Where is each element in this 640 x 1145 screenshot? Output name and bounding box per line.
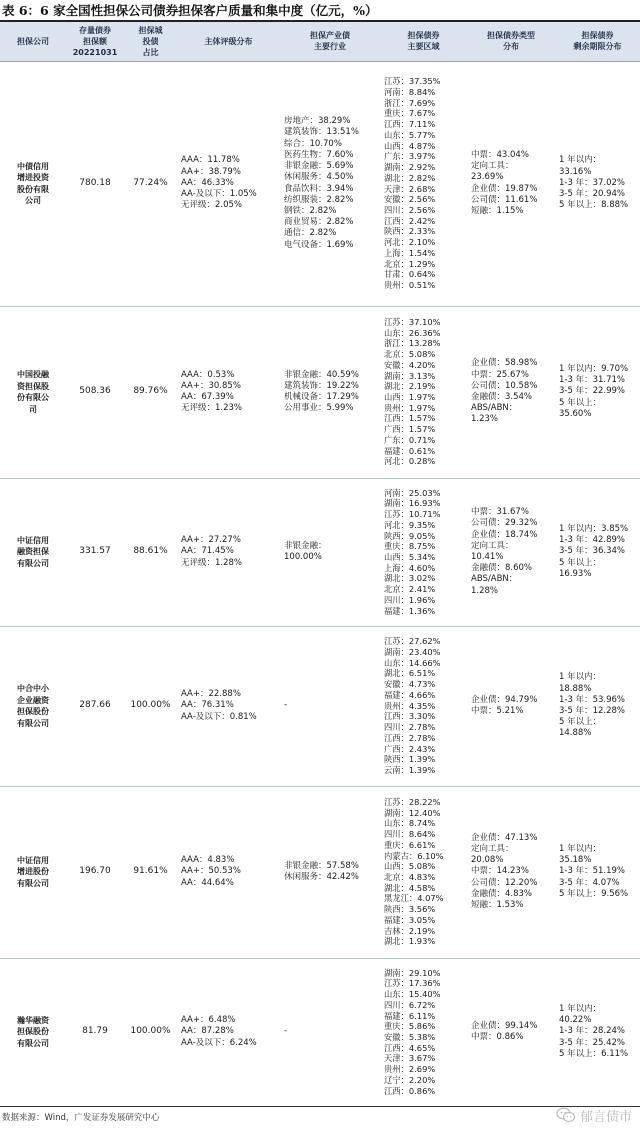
region-item: 湖南：3.13% (384, 370, 436, 381)
region-item: 山东：5.77% (384, 129, 436, 140)
bond-type-item: 公司债：29.32% (471, 518, 538, 529)
region-item: 重庆：5.86% (384, 1021, 436, 1032)
urban-investment-ratio: 91.61% (124, 786, 177, 958)
company-name-line: 担保股份 (17, 707, 49, 716)
bond-type-item: 公司债：12.20% (471, 877, 538, 888)
bond-type-distribution (467, 958, 555, 1106)
term-item: 5 年以上： (559, 557, 602, 568)
table-row (0, 306, 640, 478)
bond-type-item: 中票：43.04% (471, 149, 529, 160)
region-item: 北京：4.83% (384, 872, 436, 882)
region-item: 陕西：3.56% (384, 904, 436, 915)
urban-investment-ratio: 77.24% (124, 61, 177, 306)
term-item: 1 年以内：9.70% (559, 363, 629, 374)
region-item: 广西：2.43% (384, 743, 436, 754)
bond-type-item: 企业债：99.14% (471, 1020, 538, 1031)
guarantee-amount: 287.66 (66, 626, 124, 786)
rating-distribution (177, 786, 280, 958)
region-item: 陕西：2.33% (384, 226, 436, 237)
bond-type-item: 公司债：11.61% (471, 194, 538, 205)
industry-item: 钢铁：2.82% (284, 205, 337, 216)
term-item: 1-3 年：42.89% (559, 535, 625, 546)
industry-distribution (280, 478, 380, 626)
guarantee-quality-table (0, 20, 640, 1107)
company-name-line: 中证信用 (17, 535, 49, 545)
table-row (0, 786, 640, 958)
industry-distribution (280, 306, 380, 478)
term-item: 35.18% (559, 855, 592, 866)
region-item: 陕西：9.05% (384, 530, 436, 541)
company-name (0, 786, 66, 958)
header-row (0, 21, 640, 61)
region-item: 安徽：4.20% (384, 359, 436, 370)
industry-item: 非银金融：57.58% (284, 860, 359, 871)
bond-type-distribution (467, 786, 555, 958)
region-item: 山东：26.36% (384, 327, 441, 338)
term-item: 1 年以内： (559, 672, 602, 683)
company-name-line: 份有限公 (17, 393, 49, 402)
industry-item: 食品饮料：3.94% (284, 183, 354, 194)
rating-item: AAA：11.78% (181, 155, 240, 166)
term-item: 3-5 年：36.34% (559, 546, 625, 557)
bond-type-item: 企业债：19.87% (471, 183, 538, 194)
region-item: 四川：2.78% (384, 722, 436, 733)
term-item: 33.16% (559, 166, 592, 177)
bond-type-item: ABS/ABN： (471, 574, 518, 585)
region-item: 吉林：2.19% (384, 925, 436, 936)
company-name-line: 资担保股 (17, 381, 49, 391)
bond-type-item: 1.23% (471, 414, 499, 425)
region-item: 四川：6.72% (384, 999, 436, 1010)
industry-item: 公用事业：5.99% (284, 403, 354, 414)
bond-type-item: 中票：0.86% (471, 1032, 524, 1042)
bond-type-item: 企业债：47.13% (471, 832, 538, 843)
term-item: 5 年以上：9.56% (559, 888, 629, 899)
bond-type-distribution (467, 478, 555, 626)
remaining-term-distribution (555, 626, 640, 786)
rating-distribution (177, 626, 280, 786)
region-item: 天津：2.68% (384, 183, 436, 194)
industry-item: 非银金融：40.59% (284, 369, 359, 380)
industry-item: 非银金融：5.69% (284, 161, 354, 172)
industry-item: 商业贸易：2.82% (284, 217, 354, 228)
bond-type-item: 定向工具： (471, 161, 514, 172)
remaining-term-distribution (555, 61, 640, 306)
company-name-line: 中国投融 (17, 370, 49, 379)
urban-investment-ratio: 88.61% (124, 478, 177, 626)
remaining-term-distribution (555, 478, 640, 626)
header-company: 担保公司 (0, 21, 66, 61)
table-row (0, 626, 640, 786)
rating-item: AA：76.31% (181, 700, 234, 711)
company-name-line: 中合中小 (17, 684, 49, 693)
bond-type-item: 1.28% (471, 585, 499, 596)
header-terms: 担保债券 剩余期限分布 (555, 21, 640, 61)
term-item: 1 年以内： (559, 843, 602, 854)
company-name-line: 股份有限 (17, 184, 49, 194)
region-item: 安徽：2.56% (384, 194, 436, 205)
bond-type-item: 金融债：8.60% (471, 563, 533, 574)
region-item: 四川：8.64% (384, 829, 436, 840)
table-row (0, 958, 640, 1106)
company-name-line: 融资担保 (17, 547, 49, 557)
wechat-icon (556, 1107, 576, 1123)
table-row (0, 478, 640, 626)
rating-distribution (177, 958, 280, 1106)
region-item: 北京：5.08% (384, 349, 436, 360)
industry-distribution (280, 958, 380, 1106)
industry-item: 纺织服装：2.82% (284, 194, 354, 205)
term-item: 3-5 年：20.94% (559, 189, 625, 200)
term-item: 5 年以上： (559, 397, 602, 408)
term-item: 1 年以内： (559, 1003, 602, 1014)
industry-item: 建筑装饰：19.22% (284, 380, 359, 391)
term-item: 1-3 年：31.71% (559, 375, 625, 386)
company-name (0, 478, 66, 626)
region-item: 江西：0.86% (384, 1085, 436, 1096)
bond-type-item: 定向工具： (471, 843, 514, 854)
header-ratio: 担保城 投债 占比 (124, 21, 177, 61)
term-item: 5 年以上：8.88% (559, 200, 629, 211)
rating-item: AA+：38.79% (181, 166, 241, 177)
term-item: 18.88% (559, 683, 592, 694)
industry-item: 通信：2.82% (284, 228, 337, 239)
bond-type-item: 中票：14.23% (471, 866, 529, 877)
bond-type-distribution (467, 61, 555, 306)
guarantee-amount: 196.70 (66, 786, 124, 958)
region-item: 湖北：4.58% (384, 882, 436, 893)
rating-item: AA+：50.53% (181, 866, 241, 877)
bond-type-distribution (467, 306, 555, 478)
region-item: 云南：1.39% (384, 764, 436, 775)
company-name-line: 有限公司 (17, 1038, 49, 1048)
source-note: 数据来源：Wind，广发证券发展研究中心 (2, 1113, 160, 1123)
term-item: 5 年以上：6.11% (559, 1048, 629, 1059)
rating-item: AA：67.39% (181, 392, 234, 402)
region-item: 江西：1.57% (384, 413, 436, 424)
region-item: 湖北：2.82% (384, 172, 436, 183)
company-name-line: 有限公司 (17, 878, 49, 888)
term-item: 5 年以上： (559, 717, 602, 728)
bond-type-item: 20.08% (471, 855, 504, 866)
rating-item: 无评级：1.23% (181, 403, 243, 414)
bond-type-item: 公司债：10.58% (471, 380, 538, 391)
guarantee-amount: 780.18 (66, 61, 124, 306)
region-item: 河北：2.10% (384, 237, 436, 248)
rating-item: AA-及以下：6.24% (181, 1037, 257, 1048)
rating-item: AA：46.33% (181, 177, 234, 188)
region-item: 四川：2.56% (384, 204, 436, 215)
term-item: 35.60% (559, 408, 592, 419)
term-item: 1-3 年：51.19% (559, 866, 625, 877)
industry-item: 机械设备：17.29% (284, 392, 359, 402)
remaining-term-distribution (555, 786, 640, 958)
company-name-line: 中证信用 (17, 855, 49, 865)
urban-investment-ratio: 89.76% (124, 306, 177, 478)
region-item: 山西：4.87% (384, 140, 436, 151)
region-item: 河南：8.84% (384, 87, 436, 98)
industry-item: 非银金融： (284, 540, 327, 551)
region-distribution (380, 306, 467, 478)
guarantee-amount: 508.36 (66, 306, 124, 478)
rating-item: AA-及以下：0.81% (181, 711, 257, 722)
industry-item: 电气设备：1.69% (284, 239, 354, 250)
bond-type-distribution (467, 626, 555, 786)
company-name (0, 61, 66, 306)
bond-type-item: ABS/ABN： (471, 403, 518, 414)
region-item: 贵州：2.69% (384, 1064, 436, 1075)
region-item: 安徽：5.38% (384, 1032, 436, 1042)
region-item: 山东：15.40% (384, 989, 441, 1000)
company-name (0, 958, 66, 1106)
company-name-line: 增进投资 (17, 173, 49, 182)
region-item: 重庆：6.61% (384, 839, 436, 850)
region-item: 重庆：8.75% (384, 541, 436, 552)
region-item: 广东：0.71% (384, 434, 436, 445)
term-item: 3-5 年：12.28% (559, 706, 625, 716)
region-item: 上海：4.60% (384, 562, 436, 573)
bond-type-item: 企业债：94.79% (471, 694, 538, 705)
remaining-term-distribution (555, 958, 640, 1106)
region-item: 北京：2.41% (384, 584, 436, 595)
rating-item: AA：87.28% (181, 1026, 234, 1037)
region-item: 贵州：1.97% (384, 402, 436, 413)
region-item: 湖北：2.19% (384, 381, 436, 392)
company-name-line: 中债信用 (17, 161, 49, 171)
bond-type-item: 金融债：3.54% (471, 392, 533, 402)
region-item: 湖南：16.93% (384, 498, 441, 509)
region-item: 山西：5.08% (384, 861, 436, 872)
watermark (556, 1104, 632, 1126)
region-item: 内蒙古：6.10% (384, 850, 444, 861)
rating-item: AAA：4.83% (181, 855, 235, 866)
rating-item: AA+：27.27% (181, 535, 241, 546)
rating-item: AA+：22.88% (181, 689, 241, 700)
header-ratings: 主体评级分布 (177, 21, 280, 61)
region-item: 河北：0.28% (384, 456, 436, 467)
term-item: 1-3 年：53.96% (559, 694, 625, 705)
region-distribution (380, 626, 467, 786)
company-name (0, 626, 66, 786)
region-item: 江苏：10.71% (384, 509, 441, 520)
table-title: 表 6：6 家全国性担保公司债券担保客户质量和集中度（亿元，%） (2, 3, 378, 18)
rating-item: 无评级：1.28% (181, 557, 243, 568)
bond-type-item: 企业债：18.74% (471, 529, 538, 540)
bond-type-item: 定向工具： (471, 540, 514, 551)
region-item: 陕西：1.39% (384, 754, 436, 765)
rating-item: AAA：0.53% (181, 369, 235, 380)
header-types: 担保债券类型 分布 (467, 21, 555, 61)
region-item: 福建：1.36% (384, 605, 436, 616)
region-distribution (380, 958, 467, 1106)
remaining-term-distribution (555, 306, 640, 478)
region-item: 江西：2.78% (384, 732, 436, 743)
bond-type-item: 10.41% (471, 552, 504, 562)
bond-type-item: 中票：31.67% (471, 507, 529, 518)
region-item: 山西：5.34% (384, 552, 436, 562)
rating-item: 无评级：2.05% (181, 200, 243, 211)
region-item: 湖北：3.02% (384, 573, 436, 584)
region-item: 江西：2.42% (384, 215, 436, 226)
region-item: 福建：6.11% (384, 1010, 436, 1021)
region-item: 天津：3.67% (384, 1053, 436, 1064)
region-item: 北京：1.29% (384, 258, 436, 269)
table-row (0, 61, 640, 306)
industry-item: - (284, 700, 288, 711)
region-item: 重庆：7.67% (384, 108, 436, 119)
company-name (0, 306, 66, 478)
rating-distribution (177, 478, 280, 626)
company-name-line: 企业融资 (17, 695, 49, 705)
company-name-line: 担保股份 (17, 1027, 49, 1037)
rating-item: AA+：30.85% (181, 380, 241, 391)
region-item: 上海：1.54% (384, 247, 436, 258)
industry-distribution (280, 61, 380, 306)
company-name-line: 瀚华融资 (17, 1015, 49, 1025)
bond-type-item: 23.69% (471, 172, 504, 183)
term-item: 16.93% (559, 568, 592, 579)
term-item: 3-5 年：22.99% (559, 386, 625, 397)
industry-item: - (284, 1026, 288, 1037)
region-distribution (380, 478, 467, 626)
region-item: 广西：1.57% (384, 424, 436, 435)
region-item: 湖南：2.92% (384, 162, 436, 173)
bond-type-item: 中票：25.67% (471, 369, 529, 380)
industry-item: 休闲服务：42.42% (284, 872, 359, 882)
company-name-line: 有限公司 (17, 718, 49, 728)
header-amount: 存量债券 担保额 20221031 (66, 21, 124, 61)
watermark-text: 郁言债市 (579, 1109, 632, 1125)
bond-type-item: 中票：5.21% (471, 706, 524, 716)
term-item: 14.88% (559, 728, 592, 739)
region-item: 河北：9.35% (384, 519, 436, 530)
rating-item: AA：71.45% (181, 546, 234, 557)
industry-distribution (280, 626, 380, 786)
region-item: 贵州：0.51% (384, 279, 436, 290)
region-item: 辽宁：2.20% (384, 1074, 436, 1085)
rating-item: AA+：6.48% (181, 1015, 236, 1026)
region-item: 浙江：13.28% (384, 338, 441, 349)
industry-item: 综合：10.70% (284, 138, 342, 149)
region-item: 江苏：17.36% (384, 978, 441, 989)
region-item: 江西：4.65% (384, 1042, 436, 1053)
urban-investment-ratio: 100.00% (124, 626, 177, 786)
region-item: 福建：0.61% (384, 445, 436, 456)
term-item: 1 年以内：3.85% (559, 523, 629, 534)
bond-type-item: 短融：1.15% (471, 205, 524, 216)
region-item: 湖南：23.40% (384, 647, 441, 658)
term-item: 1 年以内： (559, 155, 602, 166)
region-item: 湖南：29.10% (384, 967, 441, 978)
industry-distribution (280, 786, 380, 958)
region-item: 湖北：6.51% (384, 668, 436, 679)
header-industries: 担保产业债 主要行业 (280, 21, 380, 61)
region-distribution (380, 786, 467, 958)
header-regions: 担保债券 主要区域 (380, 21, 467, 61)
region-item: 山西：1.97% (384, 392, 436, 402)
region-item: 山东：8.74% (384, 818, 436, 829)
company-name-line: 公司 (25, 196, 41, 205)
region-item: 湖南：12.40% (384, 807, 441, 818)
term-item: 3-5 年：25.42% (559, 1037, 625, 1048)
company-name-line: 司 (29, 404, 37, 414)
region-item: 江苏：37.35% (384, 76, 441, 87)
region-item: 福建：3.05% (384, 914, 436, 925)
region-item: 河南：25.03% (384, 487, 441, 498)
term-item: 1-3 年：37.02% (559, 177, 625, 188)
region-item: 江苏：27.62% (384, 636, 441, 647)
term-item: 40.22% (559, 1015, 592, 1026)
term-item: 3-5 年：4.07% (559, 877, 620, 888)
region-item: 四川：1.96% (384, 594, 436, 605)
region-item: 湖北：1.93% (384, 936, 436, 947)
region-distribution (380, 61, 467, 306)
company-name-line: 增进股份 (17, 867, 49, 877)
bond-type-item: 企业债：58.98% (471, 358, 538, 369)
region-item: 福建：4.66% (384, 689, 436, 700)
urban-investment-ratio: 100.00% (124, 958, 177, 1106)
bond-type-item: 金融债：4.83% (471, 888, 533, 899)
industry-item: 建筑装饰：13.51% (284, 127, 359, 138)
industry-item: 房地产：38.29% (284, 116, 351, 127)
region-item: 江苏：28.22% (384, 796, 441, 807)
industry-item: 100.00% (284, 552, 322, 562)
region-item: 广东：3.97% (384, 151, 436, 162)
guarantee-amount: 81.79 (66, 958, 124, 1106)
region-item: 贵州：4.35% (384, 700, 436, 711)
guarantee-amount: 331.57 (66, 478, 124, 626)
region-item: 甘肃：0.64% (384, 269, 436, 280)
region-item: 江西：7.11% (384, 119, 436, 130)
region-item: 山东：14.66% (384, 657, 441, 668)
bond-type-item: 短融：1.53% (471, 900, 524, 910)
region-item: 江西：3.30% (384, 711, 436, 722)
region-item: 浙江：7.69% (384, 97, 436, 108)
industry-item: 休闲服务：4.50% (284, 172, 354, 183)
region-item: 江苏：37.10% (384, 316, 441, 327)
rating-item: AA-及以下：1.05% (181, 189, 257, 200)
rating-item: AA：44.64% (181, 877, 234, 888)
term-item: 1-3 年：28.24% (559, 1026, 625, 1037)
company-name-line: 有限公司 (17, 558, 49, 568)
region-item: 安徽：4.73% (384, 679, 436, 690)
industry-item: 医药生物：7.60% (284, 149, 354, 160)
rating-distribution (177, 61, 280, 306)
region-item: 黑龙江：4.07% (384, 893, 444, 904)
rating-distribution (177, 306, 280, 478)
